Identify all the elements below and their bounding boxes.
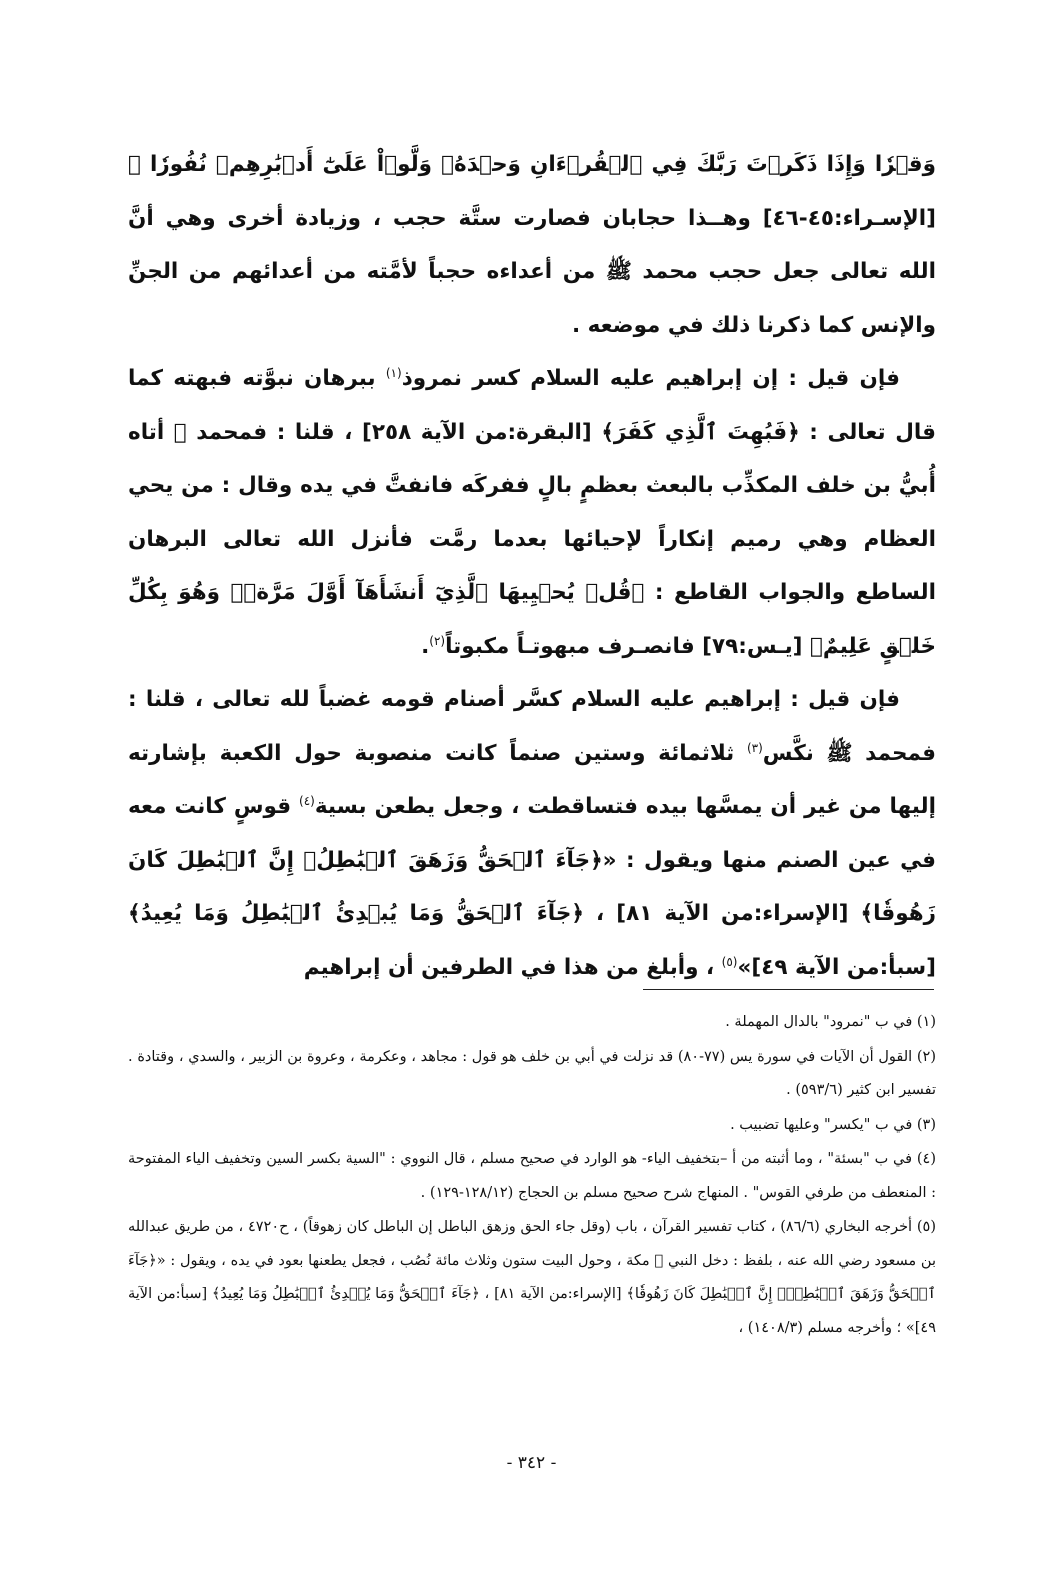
body-text — [128, 138, 936, 994]
footnote-4: (٤) في ب "بسئة" ، وما أثبته من أ –بتخفيف الياء- هو الوارد في صحيح مسلم ، قال النووي : "السية بكسر السين وتخفيف الياء المفتوحة : المنعطف من طرفي القوس" . المنهاج شرح صحيح مسلم بن الحجاج (١٢٨/١٢-١٢٩) . — [128, 1151, 936, 1201]
footnote-ref-2[interactable]: (٢) — [429, 633, 446, 648]
paragraph-3-part-b: ثلاثمائة وستين صنماً كانت منصوبة حول الكعبة بإشارته إليها من غير أن يمسَّها بيده فتساقطت ، وجعل يطعن بسية — [128, 740, 936, 819]
paragraph-3-part-c: قوسٍ كانت معه في عين الصنم منها ويقول : «﴿جَآءَ ٱلۡحَقُّ وَزَهَقَ ٱلۡبَٰطِلُۚ إِنَّ ٱلۡبَٰطِلَ كَانَ زَهُوقٗا﴾ [الإسراء:من الآية ٨١] ، ﴿جَآءَ ٱلۡحَقُّ وَمَا يُبۡدِئُ ٱلۡبَٰطِلُ وَمَا يُعِيدُ﴾ [سبأ:من الآية ٤٩]» — [128, 794, 936, 980]
paragraph-3 — [128, 673, 936, 994]
footnote-3: (٣) في ب "يكسر" وعليها تضبيب . — [730, 1116, 936, 1133]
paragraph-3-part-d: ، وأبلغ من هذا في الطرفين أن إبراهيم — [303, 954, 722, 980]
paragraph-2-part-b: ببرهان نبوَّته فبهته كما قال تعالى : ﴿فَبُهِتَ ٱلَّذِي كَفَرَ﴾ [البقرة:من الآية ٢٥٨] ، قلنا : فمحمد ﷺ أتاه أُبيُّ بن خلف المكذِّب بالبعث بعظمٍ بالٍ ففركَه فانفتَّ في يده وقال : من يحي العظام وهي رميم إنكاراً لإحيائها بعدما رمَّت فأنزل الله تعالى البرهان الساطع والجواب القاطع : ﴿قُلۡ يُحۡيِيهَا ٱلَّذِيٓ أَنشَأَهَآ أَوَّلَ مَرَّةٖۖ وَهُوَ بِكُلِّ خَلۡقٍ عَلِيمٌ﴾ [يـس:٧٩] فانصـرف مبهوتـاً مكبوتاً — [128, 366, 936, 659]
paragraph-3-part-a: فإن قيل : إبراهيم عليه السلام كسَّر أصنام قومه غضباً لله تعالى ، قلنا : فمحمد ﷺ نكَّس — [128, 687, 937, 766]
paragraph-2-end: . — [421, 633, 430, 659]
footnote-ref-1[interactable]: (١) — [385, 365, 402, 380]
footnote-ref-5[interactable]: (٥) — [721, 954, 738, 969]
footnote-5: (٥) أخرجه البخاري (٨٦/٦) ، كتاب تفسير القرآن ، باب (وقل جاء الحق وزهق الباطل إن الباطل كان زهوقاً) ، ح٤٧٢٠ ، من طريق عبدالله بن مسعود رضي الله عنه ، بلفظ : دخل النبي ﷺ مكة ، وحول البيت ستون وثلاث مائة نُصُب ، فجعل يطعنها بعود في يده ، ويقول : «﴿جَآءَ ٱلۡحَقُّ وَزَهَقَ ٱلۡبَٰطِلُۚ إِنَّ ٱلۡبَٰطِلَ كَانَ زَهُوقٗا﴾ [الإسراء:من الآية ٨١] ، ﴿جَآءَ ٱلۡحَقُّ وَمَا يُبۡدِئُ ٱلۡبَٰطِلُ وَمَا يُعِيدُ﴾ [سبأ:من الآية ٤٩]» ؛ وأخرجه مسلم (١٤٠٨/٣) ، — [128, 1219, 937, 1336]
footnote-2: (٢) القول أن الآيات في سورة يس (٧٧-٨٠) قد نزلت في أبي بن خلف هو قول : مجاهد ، وعكرمة ، وعروة بن الزبير ، والسدي ، وقتادة . تفسير ابن كثير (٥٩٣/٦) . — [128, 1048, 936, 1098]
page-number: - ٣٤٢ - — [506, 1453, 557, 1473]
paragraph-2-part-a: فإن قيل : إن إبراهيم عليه السلام كسر نمروذ — [401, 366, 900, 391]
footnote-separator — [643, 989, 934, 990]
footnote-ref-4[interactable]: (٤) — [299, 793, 315, 808]
footnote-ref-3[interactable]: (٣) — [746, 740, 763, 755]
paragraph-1: وَقۡرٗا وَإِذَا ذَكَرۡتَ رَبَّكَ فِي ٱلۡقُرۡءَانِ وَحۡدَهُۥ وَلَّوۡاْ عَلَىٰٓ أَدۡبَٰرِهِمۡ نُفُورٗا ﴾ [الإسـراء:٤٥-٤٦] وهــذا حجابان فصارت ستَّة حجب ، وزيادة أخرى وهي أنَّ الله تعالى جعل حجب محمد ﷺ من أعداءه حجباً لأمَّته من أعدائهم من الجنِّ والإنس كما ذكرنا ذلك في موضعه . — [128, 152, 936, 338]
paragraph-2 — [128, 352, 936, 673]
main-text — [128, 138, 936, 994]
footnotes — [128, 1006, 936, 1345]
footnote-1: (١) في ب "نمرود" بالدال المهملة . — [725, 1014, 936, 1030]
